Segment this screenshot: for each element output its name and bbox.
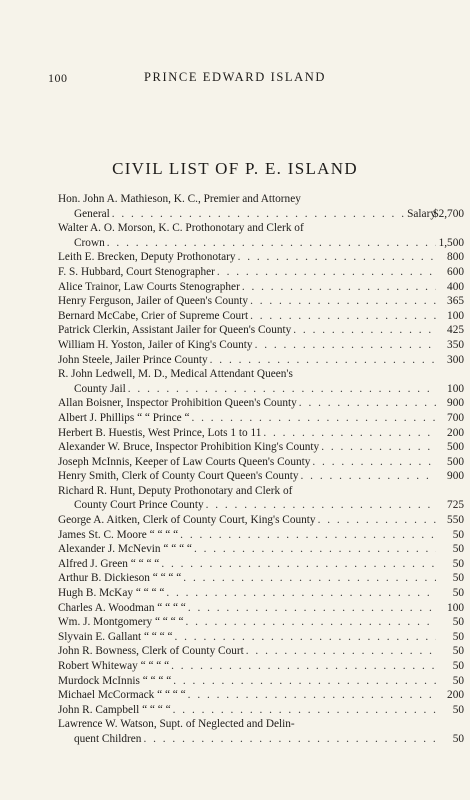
leader-dots (164, 586, 436, 601)
entry-text: John R. Campbell “ “ “ “ (58, 703, 171, 716)
entry-text: R. John Ledwell, M. D., Medical Attendant Queen's (58, 368, 293, 381)
salary-amount: 500 (447, 455, 464, 468)
salary-amount: 50 (452, 630, 464, 643)
entry-text: Alice Trainor, Law Courts Stenographer (58, 280, 240, 293)
entry-text: F. S. Hubbard, Court Stenographer (58, 265, 215, 278)
salary-amount: $2,700 (432, 207, 464, 220)
list-item (58, 294, 464, 309)
salary-amount: 50 (452, 572, 464, 585)
leader-dots (126, 382, 436, 397)
list-item (58, 674, 464, 689)
leader-dots (186, 601, 436, 616)
entry-text-continued: quent Children (74, 732, 142, 745)
salary-amount: 300 (447, 353, 464, 366)
salary-amount: 200 (447, 426, 464, 439)
list-item (58, 426, 464, 441)
leader-dots (208, 353, 436, 368)
entry-text-continued: County Jail (74, 382, 126, 395)
entry-text: Leith E. Brecken, Deputy Prothonotary (58, 251, 236, 264)
leader-dots (297, 396, 436, 411)
leader-dots (178, 528, 436, 543)
entry-text: Bernard McCabe, Crier of Supreme Court (58, 309, 249, 322)
list-item (58, 513, 464, 528)
entry-text: Slyvain E. Gallant “ “ “ “ (58, 630, 173, 643)
entry-text: Allan Boisner, Inspector Prohibition Queen's County (58, 397, 297, 410)
salary-amount: 400 (447, 280, 464, 293)
leader-dots (110, 207, 407, 222)
leader-dots (204, 498, 436, 513)
list-item (58, 309, 464, 324)
entry-text: Lawrence W. Watson, Supt. of Neglected and Delin- (58, 718, 295, 731)
list-item (58, 323, 464, 338)
list-item (58, 338, 464, 353)
leader-dots (169, 659, 436, 674)
entry-text: Alexander W. Bruce, Inspector Prohibition King's County (58, 441, 320, 454)
salary-amount: 50 (452, 660, 464, 672)
salary-amount: 500 (447, 441, 464, 454)
list-item (58, 703, 464, 718)
list-item (58, 396, 464, 411)
leader-dots (186, 688, 436, 703)
leader-dots (159, 557, 436, 572)
list-item (58, 659, 464, 674)
entry-text: Herbert B. Huestis, West Prince, Lots 1 to 11 (58, 426, 262, 439)
entry-text: Walter A. O. Morson, K. C. Prothonotary and Clerk of (58, 222, 304, 235)
leader-dots (105, 236, 436, 251)
entry-text: Alfred J. Green “ “ “ “ (58, 557, 160, 570)
leader-dots (253, 338, 436, 353)
entry-text: Arthur B. Dickieson “ “ “ “ (58, 572, 182, 585)
entry-text-continued: Crown (74, 236, 105, 249)
salary-amount: 50 (452, 587, 464, 600)
list-item (58, 586, 464, 601)
salary-amount: 50 (452, 528, 464, 541)
entry-text: Robert Whiteway “ “ “ “ (58, 660, 170, 672)
entry-text: Michael McCormack “ “ “ “ (58, 689, 186, 702)
salary-amount: 1,500 (438, 236, 464, 249)
entry-text: Richard R. Hunt, Deputy Prothonotary and Clerk of (58, 484, 293, 497)
list-item (58, 265, 464, 280)
entry-text: Henry Smith, Clerk of County Court Queen's County (58, 470, 299, 483)
list-item (58, 250, 464, 265)
leader-dots (171, 674, 436, 689)
leader-dots (181, 571, 436, 586)
salary-amount: 50 (452, 674, 464, 687)
salary-amount: 50 (452, 616, 464, 629)
list-item (58, 280, 464, 295)
entry-text-continued: County Court Prince County (74, 499, 204, 512)
page-number: 100 (48, 71, 68, 85)
list-item (58, 571, 464, 586)
leader-dots (184, 615, 437, 630)
list-item (58, 484, 464, 513)
leader-dots (248, 294, 436, 309)
salary-amount: 200 (447, 689, 464, 702)
list-item (58, 717, 464, 746)
leader-dots (261, 426, 436, 441)
salary-amount: 600 (447, 265, 464, 278)
entry-text: Patrick Clerkin, Assistant Jailer for Queen's County (58, 324, 292, 337)
leader-dots (244, 644, 436, 659)
leader-dots (192, 542, 436, 557)
list-item (58, 644, 464, 659)
salary-amount: 100 (447, 601, 464, 614)
list-item (58, 455, 464, 470)
salary-amount: 900 (447, 470, 464, 483)
entry-text: Alexander J. McNevin “ “ “ “ (58, 543, 192, 556)
leader-dots (173, 630, 437, 645)
entry-text: Murdock McInnis “ “ “ “ (58, 674, 172, 687)
list-item (58, 367, 464, 396)
entry-text: George A. Aitken, Clerk of County Court, King's County (58, 514, 316, 527)
entry-text: Wm. J. Montgomery “ “ “ “ (58, 616, 184, 629)
list-item (58, 601, 464, 616)
leader-dots (291, 323, 436, 338)
leader-dots (299, 469, 436, 484)
salary-amount: 50 (452, 543, 464, 556)
salary-amount: 800 (447, 251, 464, 264)
entry-text: Henry Ferguson, Jailer of Queen's County (58, 295, 249, 308)
salary-label: Salary (407, 207, 436, 220)
civil-list (58, 192, 464, 747)
leader-dots (141, 732, 436, 747)
salary-amount: 550 (447, 514, 464, 527)
salary-amount: 350 (447, 338, 464, 351)
entry-text: Hon. John A. Mathieson, K. C., Premier and Attorney (58, 193, 301, 205)
list-item (58, 192, 464, 221)
leader-dots (171, 703, 436, 718)
salary-amount: 50 (452, 557, 464, 570)
salary-amount: 425 (447, 324, 464, 337)
salary-amount: 50 (452, 645, 464, 658)
entry-text: Joseph McInnis, Keeper of Law Courts Queen's County (58, 455, 311, 468)
leader-dots (236, 250, 436, 265)
entry-text: John Steele, Jailer Prince County (58, 353, 208, 366)
salary-amount: 50 (452, 732, 464, 745)
salary-amount: 100 (447, 382, 464, 395)
salary-amount: 365 (447, 295, 464, 308)
entry-text: Albert J. Phillips “ “ Prince “ (58, 411, 190, 424)
entry-text: William H. Yoston, Jailer of King's County (58, 338, 253, 351)
list-item (58, 469, 464, 484)
salary-amount: 900 (447, 397, 464, 410)
page-title: CIVIL LIST OF P. E. ISLAND (112, 159, 358, 178)
leader-dots (189, 411, 436, 426)
list-item (58, 221, 464, 250)
entry-text: Hugh B. McKay “ “ “ “ (58, 587, 165, 600)
leader-dots (215, 265, 436, 280)
leader-dots (240, 280, 436, 295)
salary-amount: 50 (452, 703, 464, 716)
running-title: PRINCE EDWARD ISLAND (144, 70, 326, 84)
salary-amount: 700 (447, 411, 464, 424)
leader-dots (248, 309, 436, 324)
list-item (58, 528, 464, 543)
salary-amount: 725 (447, 499, 464, 512)
list-item (58, 411, 464, 426)
list-item (58, 630, 464, 645)
salary-amount: 100 (447, 309, 464, 322)
list-item (58, 353, 464, 368)
entry-text: John R. Bowness, Clerk of County Court (58, 645, 244, 658)
list-item (58, 440, 464, 455)
entry-text: James St. C. Moore “ “ “ “ (58, 528, 179, 541)
list-item (58, 557, 464, 572)
list-item (58, 688, 464, 703)
list-item (58, 542, 464, 557)
entry-text: Charles A. Woodman “ “ “ “ (58, 601, 186, 614)
entry-text-continued: General (74, 207, 110, 220)
list-item (58, 615, 464, 630)
